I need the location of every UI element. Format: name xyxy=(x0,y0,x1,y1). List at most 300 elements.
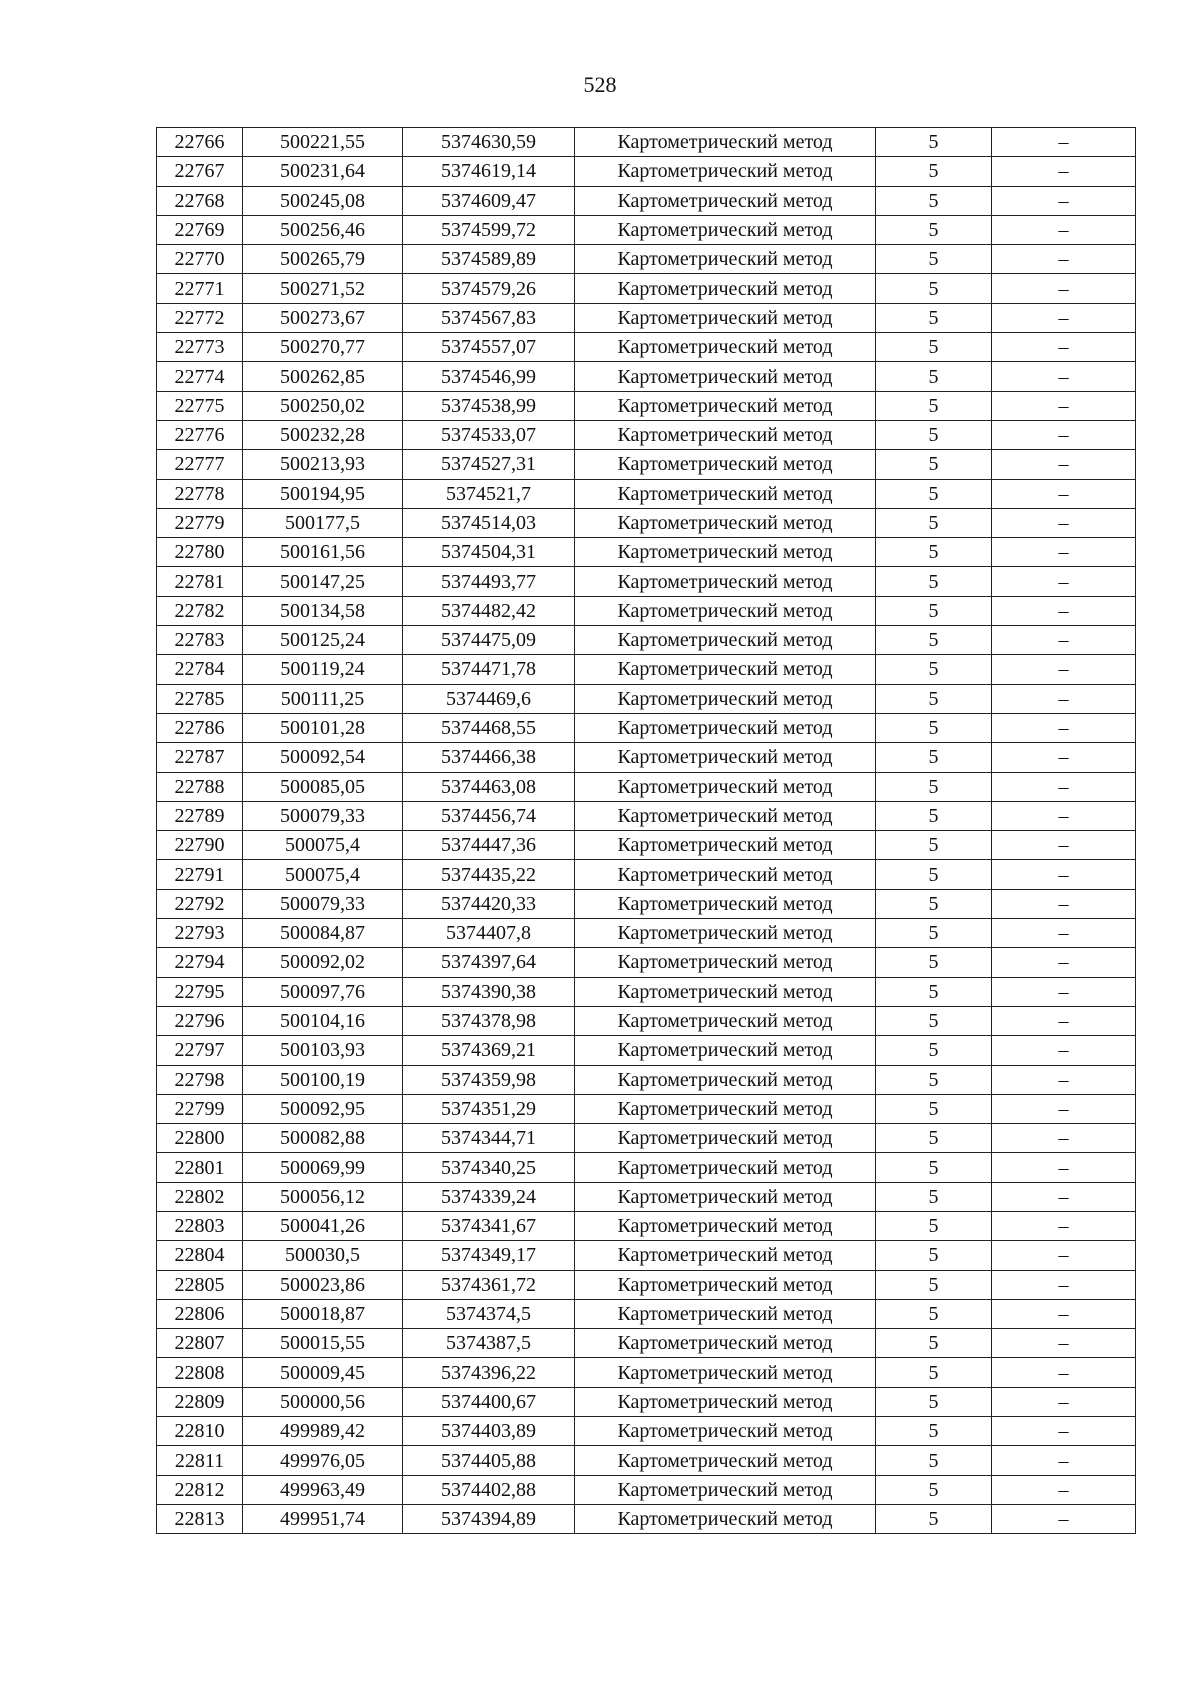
method-cell: Картометрический метод xyxy=(575,186,876,215)
point-number-cell: 22775 xyxy=(157,391,243,420)
table-row xyxy=(157,450,1136,479)
method-cell: Картометрический метод xyxy=(575,713,876,742)
x-coordinate-cell: 500000,56 xyxy=(243,1387,403,1416)
note-cell: – xyxy=(992,479,1136,508)
note-cell: – xyxy=(992,1387,1136,1416)
note-cell: – xyxy=(992,831,1136,860)
point-number-cell: 22770 xyxy=(157,245,243,274)
table-row xyxy=(157,1124,1136,1153)
y-coordinate-cell: 5374482,42 xyxy=(403,596,575,625)
y-coordinate-cell: 5374420,33 xyxy=(403,889,575,918)
table-row xyxy=(157,157,1136,186)
x-coordinate-cell: 500082,88 xyxy=(243,1124,403,1153)
note-cell: – xyxy=(992,1036,1136,1065)
y-coordinate-cell: 5374538,99 xyxy=(403,391,575,420)
point-number-cell: 22799 xyxy=(157,1094,243,1123)
y-coordinate-cell: 5374589,89 xyxy=(403,245,575,274)
note-cell: – xyxy=(992,1211,1136,1240)
accuracy-cell: 5 xyxy=(876,538,992,567)
x-coordinate-cell: 499989,42 xyxy=(243,1417,403,1446)
point-number-cell: 22796 xyxy=(157,1006,243,1035)
x-coordinate-cell: 500213,93 xyxy=(243,450,403,479)
point-number-cell: 22785 xyxy=(157,684,243,713)
y-coordinate-cell: 5374341,67 xyxy=(403,1211,575,1240)
note-cell: – xyxy=(992,567,1136,596)
accuracy-cell: 5 xyxy=(876,860,992,889)
table-row xyxy=(157,274,1136,303)
method-cell: Картометрический метод xyxy=(575,1124,876,1153)
x-coordinate-cell: 500161,56 xyxy=(243,538,403,567)
note-cell: – xyxy=(992,655,1136,684)
coordinates-table xyxy=(156,127,1136,1534)
method-cell: Картометрический метод xyxy=(575,1036,876,1065)
x-coordinate-cell: 500101,28 xyxy=(243,713,403,742)
x-coordinate-cell: 500092,54 xyxy=(243,743,403,772)
note-cell: – xyxy=(992,860,1136,889)
x-coordinate-cell: 500030,5 xyxy=(243,1241,403,1270)
point-number-cell: 22805 xyxy=(157,1270,243,1299)
note-cell: – xyxy=(992,274,1136,303)
table-row xyxy=(157,1475,1136,1504)
point-number-cell: 22782 xyxy=(157,596,243,625)
method-cell: Картометрический метод xyxy=(575,479,876,508)
y-coordinate-cell: 5374493,77 xyxy=(403,567,575,596)
point-number-cell: 22784 xyxy=(157,655,243,684)
x-coordinate-cell: 500103,93 xyxy=(243,1036,403,1065)
note-cell: – xyxy=(992,713,1136,742)
y-coordinate-cell: 5374340,25 xyxy=(403,1153,575,1182)
table-row xyxy=(157,1006,1136,1035)
note-cell: – xyxy=(992,450,1136,479)
method-cell: Картометрический метод xyxy=(575,772,876,801)
point-number-cell: 22802 xyxy=(157,1182,243,1211)
y-coordinate-cell: 5374469,6 xyxy=(403,684,575,713)
note-cell: – xyxy=(992,919,1136,948)
point-number-cell: 22789 xyxy=(157,801,243,830)
x-coordinate-cell: 500079,33 xyxy=(243,801,403,830)
note-cell: – xyxy=(992,948,1136,977)
coordinates-table-body xyxy=(157,128,1136,1534)
table-row xyxy=(157,333,1136,362)
accuracy-cell: 5 xyxy=(876,1124,992,1153)
note-cell: – xyxy=(992,1124,1136,1153)
x-coordinate-cell: 500092,02 xyxy=(243,948,403,977)
x-coordinate-cell: 500009,45 xyxy=(243,1358,403,1387)
method-cell: Картометрический метод xyxy=(575,1387,876,1416)
note-cell: – xyxy=(992,1065,1136,1094)
note-cell: – xyxy=(992,596,1136,625)
method-cell: Картометрический метод xyxy=(575,1299,876,1328)
y-coordinate-cell: 5374397,64 xyxy=(403,948,575,977)
table-row xyxy=(157,215,1136,244)
point-number-cell: 22786 xyxy=(157,713,243,742)
y-coordinate-cell: 5374619,14 xyxy=(403,157,575,186)
accuracy-cell: 5 xyxy=(876,567,992,596)
x-coordinate-cell: 499963,49 xyxy=(243,1475,403,1504)
y-coordinate-cell: 5374463,08 xyxy=(403,772,575,801)
y-coordinate-cell: 5374557,07 xyxy=(403,333,575,362)
point-number-cell: 22808 xyxy=(157,1358,243,1387)
x-coordinate-cell: 500231,64 xyxy=(243,157,403,186)
accuracy-cell: 5 xyxy=(876,1094,992,1123)
y-coordinate-cell: 5374567,83 xyxy=(403,303,575,332)
method-cell: Картометрический метод xyxy=(575,1475,876,1504)
table-row xyxy=(157,1065,1136,1094)
accuracy-cell: 5 xyxy=(876,684,992,713)
accuracy-cell: 5 xyxy=(876,1270,992,1299)
point-number-cell: 22788 xyxy=(157,772,243,801)
x-coordinate-cell: 500270,77 xyxy=(243,333,403,362)
point-number-cell: 22768 xyxy=(157,186,243,215)
method-cell: Картометрический метод xyxy=(575,684,876,713)
x-coordinate-cell: 500273,67 xyxy=(243,303,403,332)
accuracy-cell: 5 xyxy=(876,215,992,244)
accuracy-cell: 5 xyxy=(876,889,992,918)
note-cell: – xyxy=(992,128,1136,157)
x-coordinate-cell: 500125,24 xyxy=(243,626,403,655)
accuracy-cell: 5 xyxy=(876,450,992,479)
x-coordinate-cell: 500256,46 xyxy=(243,215,403,244)
accuracy-cell: 5 xyxy=(876,1006,992,1035)
y-coordinate-cell: 5374394,89 xyxy=(403,1504,575,1533)
accuracy-cell: 5 xyxy=(876,1417,992,1446)
point-number-cell: 22797 xyxy=(157,1036,243,1065)
method-cell: Картометрический метод xyxy=(575,1182,876,1211)
x-coordinate-cell: 500015,55 xyxy=(243,1329,403,1358)
note-cell: – xyxy=(992,362,1136,391)
accuracy-cell: 5 xyxy=(876,391,992,420)
method-cell: Картометрический метод xyxy=(575,596,876,625)
note-cell: – xyxy=(992,626,1136,655)
accuracy-cell: 5 xyxy=(876,186,992,215)
note-cell: – xyxy=(992,1182,1136,1211)
y-coordinate-cell: 5374396,22 xyxy=(403,1358,575,1387)
accuracy-cell: 5 xyxy=(876,948,992,977)
point-number-cell: 22795 xyxy=(157,977,243,1006)
y-coordinate-cell: 5374387,5 xyxy=(403,1329,575,1358)
method-cell: Картометрический метод xyxy=(575,948,876,977)
table-row xyxy=(157,128,1136,157)
table-row xyxy=(157,713,1136,742)
accuracy-cell: 5 xyxy=(876,655,992,684)
point-number-cell: 22773 xyxy=(157,333,243,362)
method-cell: Картометрический метод xyxy=(575,801,876,830)
table-row xyxy=(157,889,1136,918)
table-row xyxy=(157,860,1136,889)
point-number-cell: 22777 xyxy=(157,450,243,479)
point-number-cell: 22781 xyxy=(157,567,243,596)
table-row xyxy=(157,801,1136,830)
note-cell: – xyxy=(992,1153,1136,1182)
note-cell: – xyxy=(992,684,1136,713)
y-coordinate-cell: 5374403,89 xyxy=(403,1417,575,1446)
note-cell: – xyxy=(992,801,1136,830)
method-cell: Картометрический метод xyxy=(575,1065,876,1094)
accuracy-cell: 5 xyxy=(876,626,992,655)
method-cell: Картометрический метод xyxy=(575,1358,876,1387)
y-coordinate-cell: 5374466,38 xyxy=(403,743,575,772)
accuracy-cell: 5 xyxy=(876,508,992,537)
x-coordinate-cell: 500056,12 xyxy=(243,1182,403,1211)
note-cell: – xyxy=(992,1241,1136,1270)
note-cell: – xyxy=(992,508,1136,537)
table-row xyxy=(157,919,1136,948)
point-number-cell: 22792 xyxy=(157,889,243,918)
table-row xyxy=(157,977,1136,1006)
method-cell: Картометрический метод xyxy=(575,1211,876,1240)
point-number-cell: 22798 xyxy=(157,1065,243,1094)
table-row xyxy=(157,186,1136,215)
note-cell: – xyxy=(992,420,1136,449)
point-number-cell: 22803 xyxy=(157,1211,243,1240)
method-cell: Картометрический метод xyxy=(575,1417,876,1446)
note-cell: – xyxy=(992,1094,1136,1123)
note-cell: – xyxy=(992,772,1136,801)
table-row xyxy=(157,362,1136,391)
y-coordinate-cell: 5374475,09 xyxy=(403,626,575,655)
table-row xyxy=(157,626,1136,655)
accuracy-cell: 5 xyxy=(876,596,992,625)
accuracy-cell: 5 xyxy=(876,977,992,1006)
method-cell: Картометрический метод xyxy=(575,1504,876,1533)
table-row xyxy=(157,831,1136,860)
y-coordinate-cell: 5374369,21 xyxy=(403,1036,575,1065)
y-coordinate-cell: 5374468,55 xyxy=(403,713,575,742)
method-cell: Картометрический метод xyxy=(575,1006,876,1035)
table-row xyxy=(157,948,1136,977)
method-cell: Картометрический метод xyxy=(575,508,876,537)
point-number-cell: 22801 xyxy=(157,1153,243,1182)
x-coordinate-cell: 500084,87 xyxy=(243,919,403,948)
table-row xyxy=(157,1270,1136,1299)
method-cell: Картометрический метод xyxy=(575,655,876,684)
accuracy-cell: 5 xyxy=(876,1358,992,1387)
accuracy-cell: 5 xyxy=(876,245,992,274)
table-row xyxy=(157,538,1136,567)
point-number-cell: 22810 xyxy=(157,1417,243,1446)
x-coordinate-cell: 500134,58 xyxy=(243,596,403,625)
x-coordinate-cell: 500194,95 xyxy=(243,479,403,508)
table-row xyxy=(157,1094,1136,1123)
accuracy-cell: 5 xyxy=(876,1387,992,1416)
accuracy-cell: 5 xyxy=(876,743,992,772)
method-cell: Картометрический метод xyxy=(575,1241,876,1270)
method-cell: Картометрический метод xyxy=(575,831,876,860)
point-number-cell: 22774 xyxy=(157,362,243,391)
table-row xyxy=(157,684,1136,713)
accuracy-cell: 5 xyxy=(876,919,992,948)
note-cell: – xyxy=(992,743,1136,772)
y-coordinate-cell: 5374527,31 xyxy=(403,450,575,479)
page-number: 528 xyxy=(583,72,617,97)
y-coordinate-cell: 5374521,7 xyxy=(403,479,575,508)
accuracy-cell: 5 xyxy=(876,274,992,303)
table-row xyxy=(157,1036,1136,1065)
point-number-cell: 22794 xyxy=(157,948,243,977)
accuracy-cell: 5 xyxy=(876,1475,992,1504)
accuracy-cell: 5 xyxy=(876,801,992,830)
y-coordinate-cell: 5374361,72 xyxy=(403,1270,575,1299)
accuracy-cell: 5 xyxy=(876,1065,992,1094)
table-row xyxy=(157,1504,1136,1533)
table-row xyxy=(157,1299,1136,1328)
point-number-cell: 22807 xyxy=(157,1329,243,1358)
y-coordinate-cell: 5374407,8 xyxy=(403,919,575,948)
note-cell: – xyxy=(992,1446,1136,1475)
table-row xyxy=(157,303,1136,332)
note-cell: – xyxy=(992,538,1136,567)
y-coordinate-cell: 5374514,03 xyxy=(403,508,575,537)
y-coordinate-cell: 5374579,26 xyxy=(403,274,575,303)
point-number-cell: 22772 xyxy=(157,303,243,332)
point-number-cell: 22793 xyxy=(157,919,243,948)
x-coordinate-cell: 500069,99 xyxy=(243,1153,403,1182)
x-coordinate-cell: 500018,87 xyxy=(243,1299,403,1328)
accuracy-cell: 5 xyxy=(876,128,992,157)
y-coordinate-cell: 5374390,38 xyxy=(403,977,575,1006)
method-cell: Картометрический метод xyxy=(575,450,876,479)
note-cell: – xyxy=(992,303,1136,332)
accuracy-cell: 5 xyxy=(876,333,992,362)
point-number-cell: 22771 xyxy=(157,274,243,303)
accuracy-cell: 5 xyxy=(876,1329,992,1358)
x-coordinate-cell: 500075,4 xyxy=(243,831,403,860)
point-number-cell: 22804 xyxy=(157,1241,243,1270)
table-row xyxy=(157,1211,1136,1240)
y-coordinate-cell: 5374339,24 xyxy=(403,1182,575,1211)
table-row xyxy=(157,479,1136,508)
accuracy-cell: 5 xyxy=(876,1211,992,1240)
method-cell: Картометрический метод xyxy=(575,333,876,362)
point-number-cell: 22791 xyxy=(157,860,243,889)
method-cell: Картометрический метод xyxy=(575,860,876,889)
point-number-cell: 22766 xyxy=(157,128,243,157)
point-number-cell: 22813 xyxy=(157,1504,243,1533)
method-cell: Картометрический метод xyxy=(575,1094,876,1123)
x-coordinate-cell: 500250,02 xyxy=(243,391,403,420)
x-coordinate-cell: 500119,24 xyxy=(243,655,403,684)
table-row xyxy=(157,420,1136,449)
point-number-cell: 22806 xyxy=(157,1299,243,1328)
x-coordinate-cell: 500265,79 xyxy=(243,245,403,274)
accuracy-cell: 5 xyxy=(876,1299,992,1328)
x-coordinate-cell: 500075,4 xyxy=(243,860,403,889)
x-coordinate-cell: 500104,16 xyxy=(243,1006,403,1035)
point-number-cell: 22780 xyxy=(157,538,243,567)
x-coordinate-cell: 499976,05 xyxy=(243,1446,403,1475)
x-coordinate-cell: 500097,76 xyxy=(243,977,403,1006)
accuracy-cell: 5 xyxy=(876,1182,992,1211)
x-coordinate-cell: 500023,86 xyxy=(243,1270,403,1299)
y-coordinate-cell: 5374630,59 xyxy=(403,128,575,157)
note-cell: – xyxy=(992,1504,1136,1533)
point-number-cell: 22787 xyxy=(157,743,243,772)
x-coordinate-cell: 500100,19 xyxy=(243,1065,403,1094)
point-number-cell: 22800 xyxy=(157,1124,243,1153)
method-cell: Картометрический метод xyxy=(575,391,876,420)
x-coordinate-cell: 499951,74 xyxy=(243,1504,403,1533)
method-cell: Картометрический метод xyxy=(575,274,876,303)
note-cell: – xyxy=(992,333,1136,362)
x-coordinate-cell: 500041,26 xyxy=(243,1211,403,1240)
table-row xyxy=(157,1417,1136,1446)
note-cell: – xyxy=(992,1358,1136,1387)
accuracy-cell: 5 xyxy=(876,1036,992,1065)
method-cell: Картометрический метод xyxy=(575,303,876,332)
note-cell: – xyxy=(992,391,1136,420)
table-row xyxy=(157,245,1136,274)
y-coordinate-cell: 5374533,07 xyxy=(403,420,575,449)
method-cell: Картометрический метод xyxy=(575,567,876,596)
note-cell: – xyxy=(992,186,1136,215)
x-coordinate-cell: 500262,85 xyxy=(243,362,403,391)
y-coordinate-cell: 5374435,22 xyxy=(403,860,575,889)
accuracy-cell: 5 xyxy=(876,362,992,391)
accuracy-cell: 5 xyxy=(876,420,992,449)
method-cell: Картометрический метод xyxy=(575,1446,876,1475)
accuracy-cell: 5 xyxy=(876,157,992,186)
point-number-cell: 22790 xyxy=(157,831,243,860)
method-cell: Картометрический метод xyxy=(575,889,876,918)
x-coordinate-cell: 500232,28 xyxy=(243,420,403,449)
y-coordinate-cell: 5374402,88 xyxy=(403,1475,575,1504)
accuracy-cell: 5 xyxy=(876,1241,992,1270)
table-row xyxy=(157,508,1136,537)
y-coordinate-cell: 5374609,47 xyxy=(403,186,575,215)
method-cell: Картометрический метод xyxy=(575,420,876,449)
table-row xyxy=(157,596,1136,625)
y-coordinate-cell: 5374349,17 xyxy=(403,1241,575,1270)
accuracy-cell: 5 xyxy=(876,1153,992,1182)
note-cell: – xyxy=(992,1417,1136,1446)
table-row xyxy=(157,1329,1136,1358)
point-number-cell: 22769 xyxy=(157,215,243,244)
method-cell: Картометрический метод xyxy=(575,977,876,1006)
y-coordinate-cell: 5374405,88 xyxy=(403,1446,575,1475)
table-row xyxy=(157,567,1136,596)
method-cell: Картометрический метод xyxy=(575,362,876,391)
method-cell: Картометрический метод xyxy=(575,128,876,157)
y-coordinate-cell: 5374359,98 xyxy=(403,1065,575,1094)
note-cell: – xyxy=(992,1006,1136,1035)
method-cell: Картометрический метод xyxy=(575,1153,876,1182)
table-row xyxy=(157,743,1136,772)
note-cell: – xyxy=(992,245,1136,274)
table-row xyxy=(157,1182,1136,1211)
point-number-cell: 22809 xyxy=(157,1387,243,1416)
x-coordinate-cell: 500111,25 xyxy=(243,684,403,713)
table-row xyxy=(157,1153,1136,1182)
note-cell: – xyxy=(992,215,1136,244)
method-cell: Картометрический метод xyxy=(575,1270,876,1299)
y-coordinate-cell: 5374456,74 xyxy=(403,801,575,830)
note-cell: – xyxy=(992,977,1136,1006)
y-coordinate-cell: 5374447,36 xyxy=(403,831,575,860)
y-coordinate-cell: 5374400,67 xyxy=(403,1387,575,1416)
method-cell: Картометрический метод xyxy=(575,919,876,948)
note-cell: – xyxy=(992,889,1136,918)
x-coordinate-cell: 500245,08 xyxy=(243,186,403,215)
table-row xyxy=(157,1241,1136,1270)
table-row xyxy=(157,655,1136,684)
table-row xyxy=(157,1387,1136,1416)
table-row xyxy=(157,1358,1136,1387)
accuracy-cell: 5 xyxy=(876,772,992,801)
accuracy-cell: 5 xyxy=(876,303,992,332)
y-coordinate-cell: 5374599,72 xyxy=(403,215,575,244)
y-coordinate-cell: 5374471,78 xyxy=(403,655,575,684)
x-coordinate-cell: 500221,55 xyxy=(243,128,403,157)
